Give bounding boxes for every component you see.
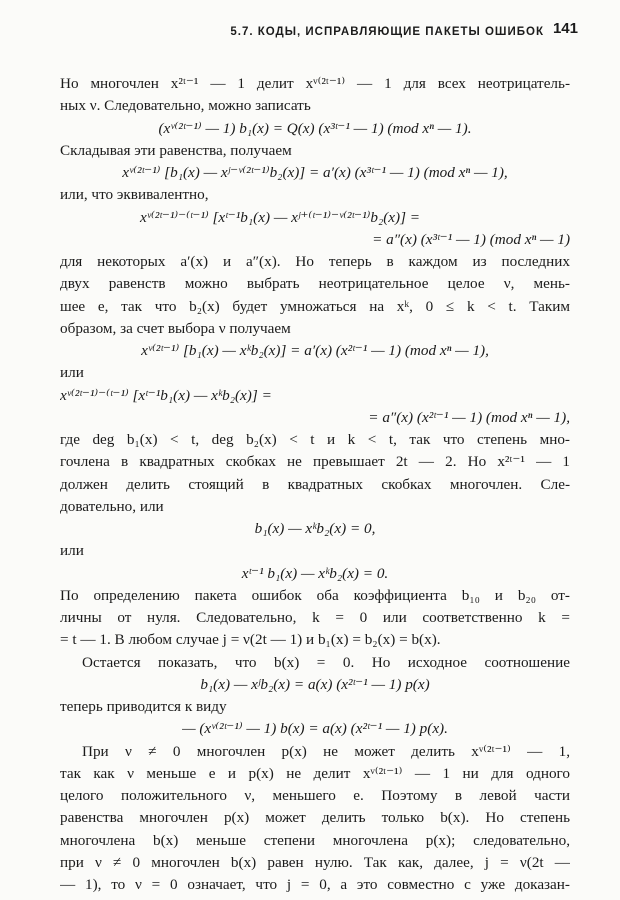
text-line: или [60, 364, 84, 382]
text-line: при ν ≠ 0 многочлен b(x) равен нулю. Так как, далее, j = ν(2t — [60, 853, 570, 871]
text-line: Но многочлен x²ᵗ⁻¹ — 1 делит xᵛ⁽²ᵗ⁻¹⁾ — 1 для всех неотрицатель- [60, 75, 570, 92]
text-line: — 1), то ν = 0 означает, что j = 0, а это совместно с уже доказан- [60, 876, 570, 893]
formula: xᵛ⁽²ᵗ⁻¹⁾⁻⁽ᵗ⁻¹⁾ [xᵗ⁻¹b₁(x) — xʲ⁺⁽ᵗ⁻¹⁾⁻ᵛ⁽²ᵗ⁻¹⁾b₂(x)] = [140, 208, 421, 226]
text-line: двух равенств можно выбрать неотрицательное целое ν, мень- [60, 275, 570, 293]
running-title: 5.7. КОДЫ, ИСПРАВЛЯЮЩИЕ ПАКЕТЫ ОШИБОК [230, 26, 544, 38]
formula: xᵗ⁻¹ b₁(x) — xᵏb₂(x) = 0. [241, 564, 389, 582]
text-line: довательно, или [60, 497, 164, 515]
text-line: равенства многочлен p(x) может делить только b(x). Но степень [60, 809, 570, 827]
text-line: для некоторых a′(x) и a″(x). Но теперь в каждом из последних [60, 253, 570, 270]
formula: b₁(x) — xᵏb₂(x) = 0, [254, 520, 376, 537]
formula: b₁(x) — xʲb₂(x) = a(x) (x²ᵗ⁻¹ — 1) p(x) [200, 675, 430, 693]
formula: xᵛ⁽²ᵗ⁻¹⁾ [b₁(x) — xᵏb₂(x)] = a′(x) (x²ᵗ⁻¹ — 1) (mod xⁿ — 1), [141, 342, 489, 359]
text-line: = t — 1. В любом случае j = ν(2t — 1) и b₁(x) = b₂(x) = b(x). [60, 631, 441, 649]
text-line: образом, за счет выбора ν получаем [60, 319, 291, 337]
running-header [60, 18, 578, 42]
text-line: или [60, 542, 84, 560]
text-line: целого положительного ν, меньшего e. Поэтому в левой части [60, 787, 570, 804]
formula: = a″(x) (x²ᵗ⁻¹ — 1) (mod xⁿ — 1), [368, 408, 570, 426]
text-line: По определению пакета ошибок оба коэффициента b₁₀ и b₂₀ от- [60, 586, 570, 604]
text-line: так как ν меньше e и p(x) не делит xᵛ⁽²ᵗ⁻¹⁾ — 1 ни для одного [60, 764, 570, 782]
text-line: или, что эквивалентно, [60, 186, 209, 204]
text-line: теперь приводится к виду [60, 698, 227, 715]
text-line: личны от нуля. Следовательно, k = 0 или соответственно k = [60, 609, 570, 626]
formula: (xᵛ⁽²ᵗ⁻¹⁾ — 1) b₁(x) = Q(x) (x³ᵗ⁻¹ — 1) (mod xⁿ — 1). [158, 119, 472, 137]
text-line: ных ν. Следовательно, можно записать [60, 97, 311, 115]
text-line: многочлена b(x) меньше степени многочлена p(x); следовательно, [60, 831, 570, 849]
text-line: гочлена в квадратных скобках не превышает 2t — 2. Но x²ᵗ⁻¹ — 1 [60, 453, 570, 471]
formula: xᵛ⁽²ᵗ⁻¹⁾ [b₁(x) — xʲ⁻ᵛ⁽²ᵗ⁻¹⁾b₂(x)] = a′(x) (x³ᵗ⁻¹ — 1) (mod xⁿ — 1), [122, 164, 508, 181]
text-line: где deg b₁(x) < t, deg b₂(x) < t и k < t, так что степень мно- [60, 431, 570, 448]
formula: = a″(x) (x³ᵗ⁻¹ — 1) (mod xⁿ — 1) [372, 230, 570, 248]
text-line: При ν ≠ 0 многочлен p(x) не может делить xᵛ⁽²ᵗ⁻¹⁾ — 1, [82, 742, 570, 760]
formula: xᵛ⁽²ᵗ⁻¹⁾⁻⁽ᵗ⁻¹⁾ [xᵗ⁻¹b₁(x) — xᵏb₂(x)] = [60, 386, 272, 404]
text-line: должен делить стоящий в квадратных скобках многочлен. Сле- [60, 475, 570, 493]
text-line: Складывая эти равенства, получаем [60, 141, 292, 159]
text-line: Остается показать, что b(x) = 0. Но исходное соотношение [82, 653, 570, 671]
page-number: 141 [552, 20, 578, 37]
text-line: шее e, так что b₂(x) будет умножаться на xᵏ, 0 ≤ k < t. Таким [60, 297, 570, 315]
formula: — (xᵛ⁽²ᵗ⁻¹⁾ — 1) b(x) = a(x) (x²ᵗ⁻¹ — 1) p(x). [182, 720, 448, 738]
